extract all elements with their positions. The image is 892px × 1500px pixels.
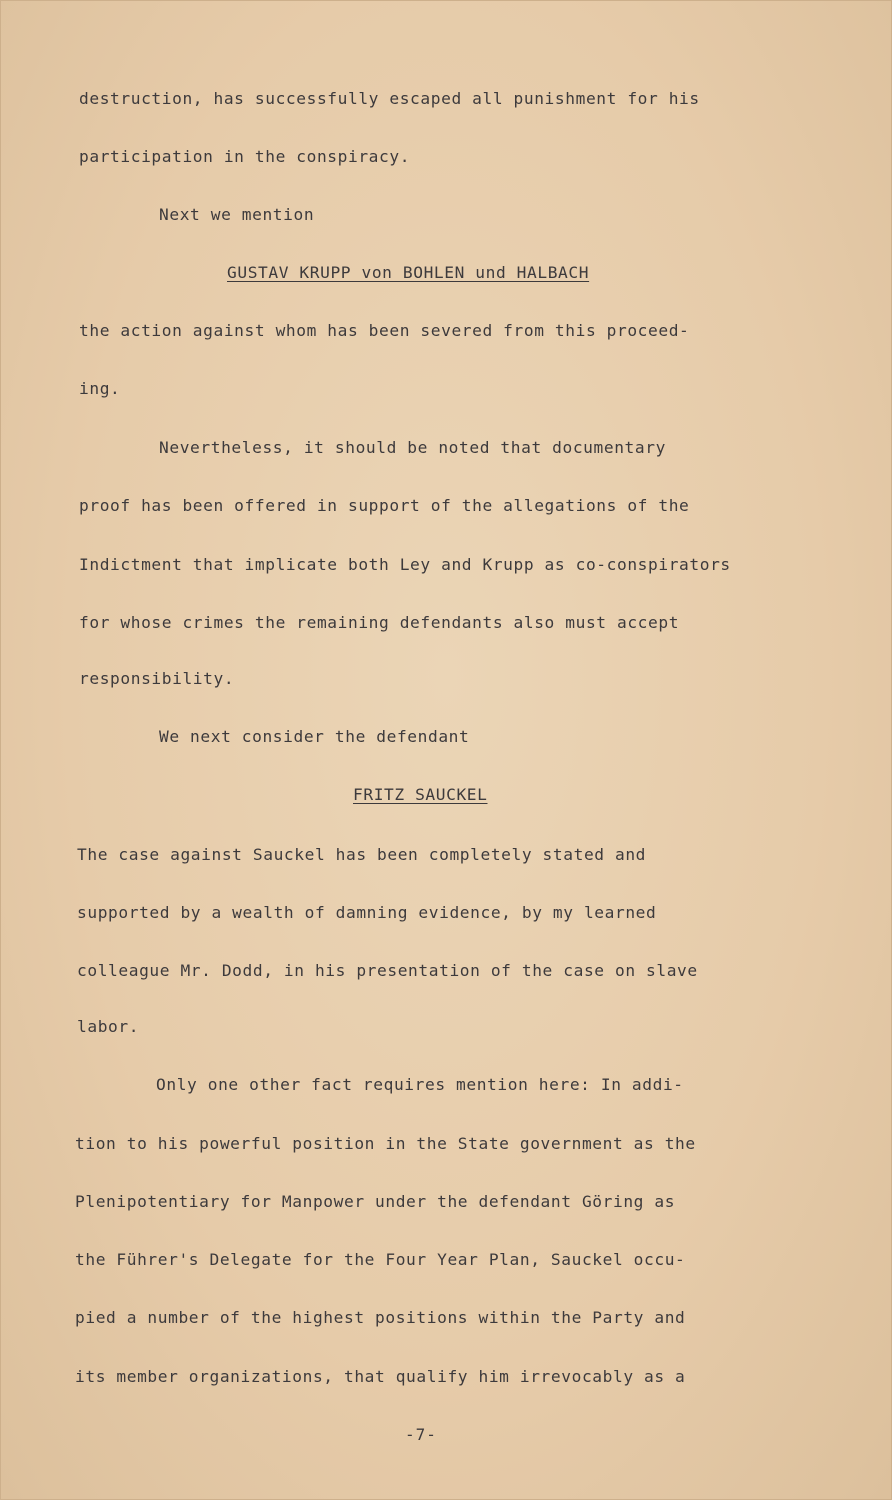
- text-line: responsibility.: [79, 669, 235, 688]
- text-line: colleague Mr. Dodd, in his presentation of the case on slave: [77, 961, 698, 980]
- text-line: Nevertheless, it should be noted that documentary: [159, 438, 666, 457]
- text-line: The case against Sauckel has been completely stated and: [77, 845, 647, 864]
- text-line: for whose crimes the remaining defendants also must accept: [79, 613, 680, 632]
- text-line: labor.: [77, 1017, 140, 1036]
- page-number: -7-: [405, 1425, 437, 1444]
- text-line: the Führer's Delegate for the Four Year Plan, Sauckel occu-: [75, 1250, 686, 1269]
- section-heading-sauckel: FRITZ SAUCKEL: [353, 785, 488, 804]
- text-line: destruction, has successfully escaped all punishment for his: [79, 89, 700, 108]
- text-line: tion to his powerful position in the State government as the: [75, 1134, 696, 1153]
- text-line: We next consider the defendant: [159, 727, 470, 746]
- text-line: its member organizations, that qualify him irrevocably as a: [75, 1367, 686, 1386]
- text-line: pied a number of the highest positions within the Party and: [75, 1308, 686, 1327]
- text-line: supported by a wealth of damning evidence, by my learned: [77, 903, 657, 922]
- section-heading-krupp: GUSTAV KRUPP von BOHLEN und HALBACH: [227, 263, 590, 282]
- text-line: the action against whom has been severed from this proceed-: [79, 321, 690, 340]
- text-line: participation in the conspiracy.: [79, 147, 411, 166]
- text-line: proof has been offered in support of the allegations of the: [79, 496, 690, 515]
- text-line: Only one other fact requires mention here: In addi-: [156, 1075, 684, 1094]
- text-line: ing.: [79, 379, 121, 398]
- text-line: Indictment that implicate both Ley and Krupp as co-conspirators: [79, 555, 731, 574]
- text-line: Next we mention: [159, 205, 315, 224]
- text-line: Plenipotentiary for Manpower under the defendant Göring as: [75, 1192, 676, 1211]
